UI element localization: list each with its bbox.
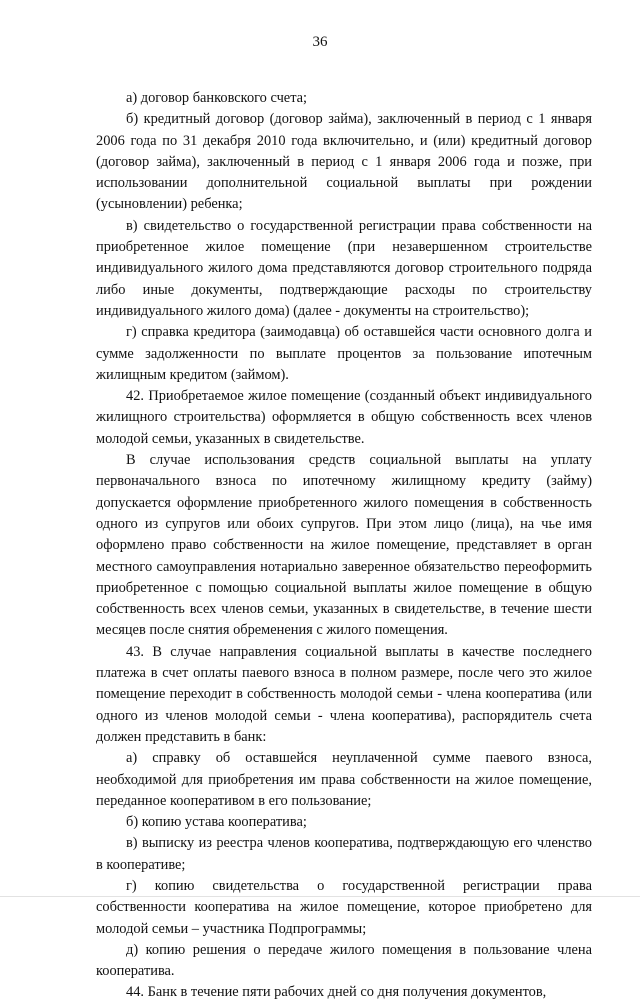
paragraph-spouse-ownership: В случае использования средств социальной выплаты на уплату первоначального взноса по ипотечному жилищному кредиту (займу) допускается оформление приобретенного жилого помещения в собственность одного из супругов или обоих супругов. При этом лицо (лица), на чье имя оформлено право собственности на жилое помещение, представляет в орган местного самоуправления нотариально заверенное обязательство переоформить приобретенное с помощью социальной выплаты жилое помещение в общую собственность всех членов семьи, указанных в свидетельстве, в течение шести месяцев после снятия обременения с жилого помещения. (96, 452, 592, 639)
page-bottom-edge (0, 896, 640, 897)
paragraph-42-common-ownership: 42. Приобретаемое жилое помещение (созданный объект индивидуального жилищного строительства) оформляется в общую собственность всех членов молодой семьи, указанных в свидетельстве. (96, 388, 592, 447)
paragraph-d-transfer-decision: д) копию решения о передаче жилого помещения в пользование члена кооператива. (96, 941, 592, 980)
paragraph-a-bank-account: а) договор банковского счета; (126, 90, 308, 106)
paragraph-b-charter-copy: б) копию устава кооператива; (126, 814, 307, 831)
document-body (96, 88, 592, 1004)
paragraph-g-creditor-statement: г) справка кредитора (заимодавца) об оставшейся части основного долга и сумме задолженности по выплате процентов за пользование ипотечным жилищным кредитом (займом). (96, 324, 592, 383)
paragraph-43-cooperative: 43. В случае направления социальной выплаты в качестве последнего платежа в счет оплаты паевого взноса в полном размере, после чего это жилое помещение переходит в собственность молодой семьи - члена кооператива (или одного из членов молодой семьи - члена кооператива), распорядитель счета должен представить в банк: (96, 643, 592, 745)
page-number: 36 (312, 34, 328, 50)
paragraph-g-registration-copy: г) копию свидетельства о государственной регистрации права собственности кооператива на жилое помещение, которое приобретено для молодой семьи – участника Подпрограммы; (96, 877, 592, 937)
paragraph-44-bank-review: 44. Банк в течение пяти рабочих дней со дня получения документов, (126, 984, 547, 1001)
paragraph-a-unpaid-share: а) справку об оставшейся неуплаченной сумме паевого взноса, необходимой для приобретения им права собственности на жилое помещение, переданное кооперативом в его пользование; (96, 750, 592, 809)
paragraph-b-credit-agreement: б) кредитный договор (договор займа), заключенный в период с 1 января 2006 года по 31 декабря 2010 года включительно, и (или) кредитный договор (договор займа), заключенный в период с 1 января 2006 года и позже, при использовании дополнительной социальной выплаты при рождении (усыновлении) ребенка; (96, 111, 592, 213)
paragraph-v-ownership-certificate: в) свидетельство о государственной регистрации права собственности на приобретенное жилое помещение (при незавершенном строительстве индивидуального жилого дома представляются договор строительного подряда либо иные документы, подтверждающие расходы по строительству индивидуального жилого дома) (далее - документы на строительство); (96, 217, 592, 319)
paragraph-v-register-extract: в) выписку из реестра членов кооператива, подтверждающую его членство в кооперативе; (96, 835, 592, 873)
